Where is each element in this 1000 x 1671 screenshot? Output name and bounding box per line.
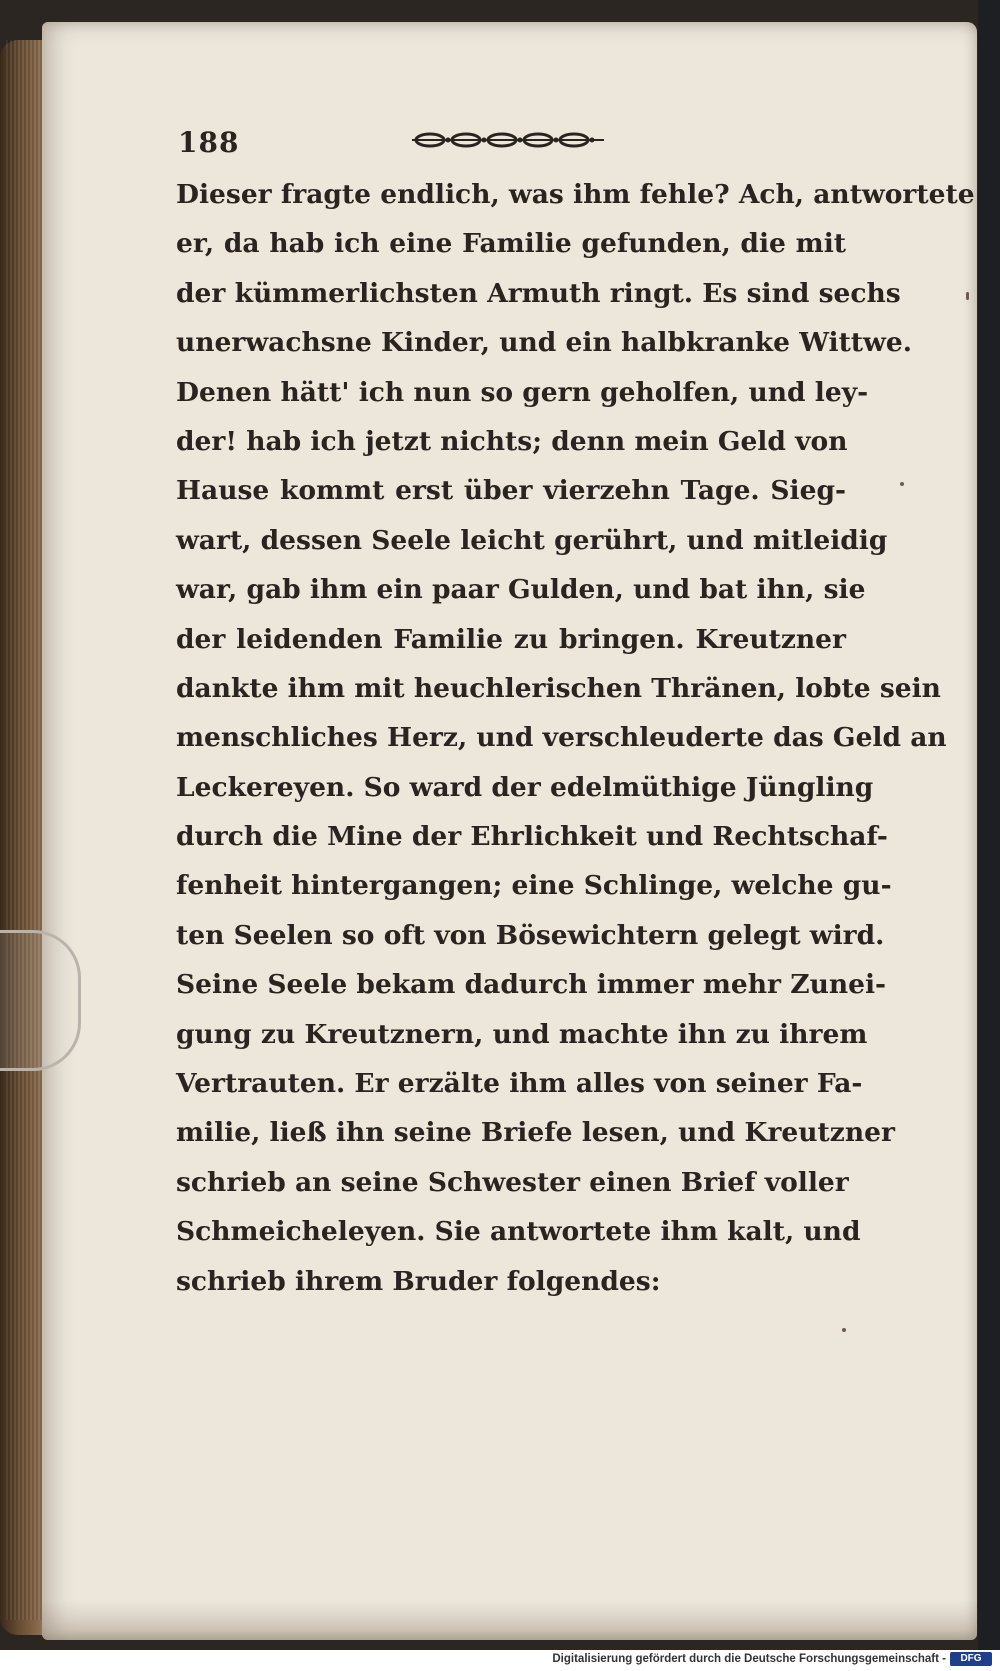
text-line: Seine Seele bekam dadurch immer mehr Zunei- (176, 969, 887, 1001)
text-line: er, da hab ich eine Familie gefunden, die mit (176, 228, 846, 260)
paper-speck (842, 1328, 846, 1332)
text-line: Hause kommt erst über vierzehn Tage. Sieg- (176, 475, 846, 507)
page-clip (0, 930, 81, 1071)
page-number: 188 (178, 126, 240, 159)
text-line: Vertrauten. Er erzälte ihm alles von seiner Fa- (176, 1068, 863, 1100)
text-line: Dieser fragte endlich, was ihm fehle? Ach, antwortete (176, 179, 975, 210)
text-line: Schmeicheleyen. Sie antwortete ihm kalt, und (176, 1216, 861, 1248)
page-edge-lines (6, 40, 46, 1620)
page-text (176, 170, 975, 1306)
page-bottom-shadow (42, 1600, 977, 1640)
text-line: unerwachsne Kinder, und ein halbkranke Wittwe. (176, 327, 912, 359)
text-line: Leckereyen. So ward der edelmüthige Jüngling (176, 771, 874, 803)
funding-credit: Digitalisierung gefördert durch die Deutsche Forschungsgemeinschaft - (552, 1653, 946, 1665)
paper-speck (966, 292, 969, 300)
text-line: dankte ihm mit heuchlerischen Thränen, lobte sein (176, 672, 941, 704)
text-line: schrieb ihrem Bruder folgendes: (176, 1265, 661, 1297)
text-line: wart, dessen Seele leicht gerührt, und mitleidig (176, 524, 888, 556)
text-line: ten Seelen so oft von Bösewichtern gelegt wird. (176, 919, 885, 951)
paper-speck (900, 482, 904, 486)
text-line: milie, ließ ihn seine Briefe lesen, und Kreutzner (176, 1117, 895, 1149)
text-line: der! hab ich jetzt nichts; denn mein Geld von (176, 425, 848, 457)
text-line: menschliches Herz, und verschleuderte das Geld an (176, 722, 947, 754)
text-line: fenheit hintergangen; eine Schlinge, welche gu- (176, 870, 892, 902)
text-line: gung zu Kreutznern, und machte ihn zu ihrem (176, 1018, 868, 1050)
scanner-border (978, 0, 1000, 1650)
text-line: durch die Mine der Ehrlichkeit und Rechtschaf- (176, 821, 888, 853)
text-line: der kümmerlichsten Armuth ringt. Es sind sechs (176, 277, 901, 309)
header-ornament (408, 130, 608, 150)
text-line: war, gab ihm ein paar Gulden, und bat ihn, sie (176, 574, 866, 606)
text-line: schrieb an seine Schwester einen Brief voller (176, 1166, 849, 1198)
text-line: der leidenden Familie zu bringen. Kreutzner (176, 623, 846, 655)
text-line: Denen hätt' ich nun so gern geholfen, und ley- (176, 376, 869, 408)
dfg-logo: DFG (950, 1652, 992, 1666)
